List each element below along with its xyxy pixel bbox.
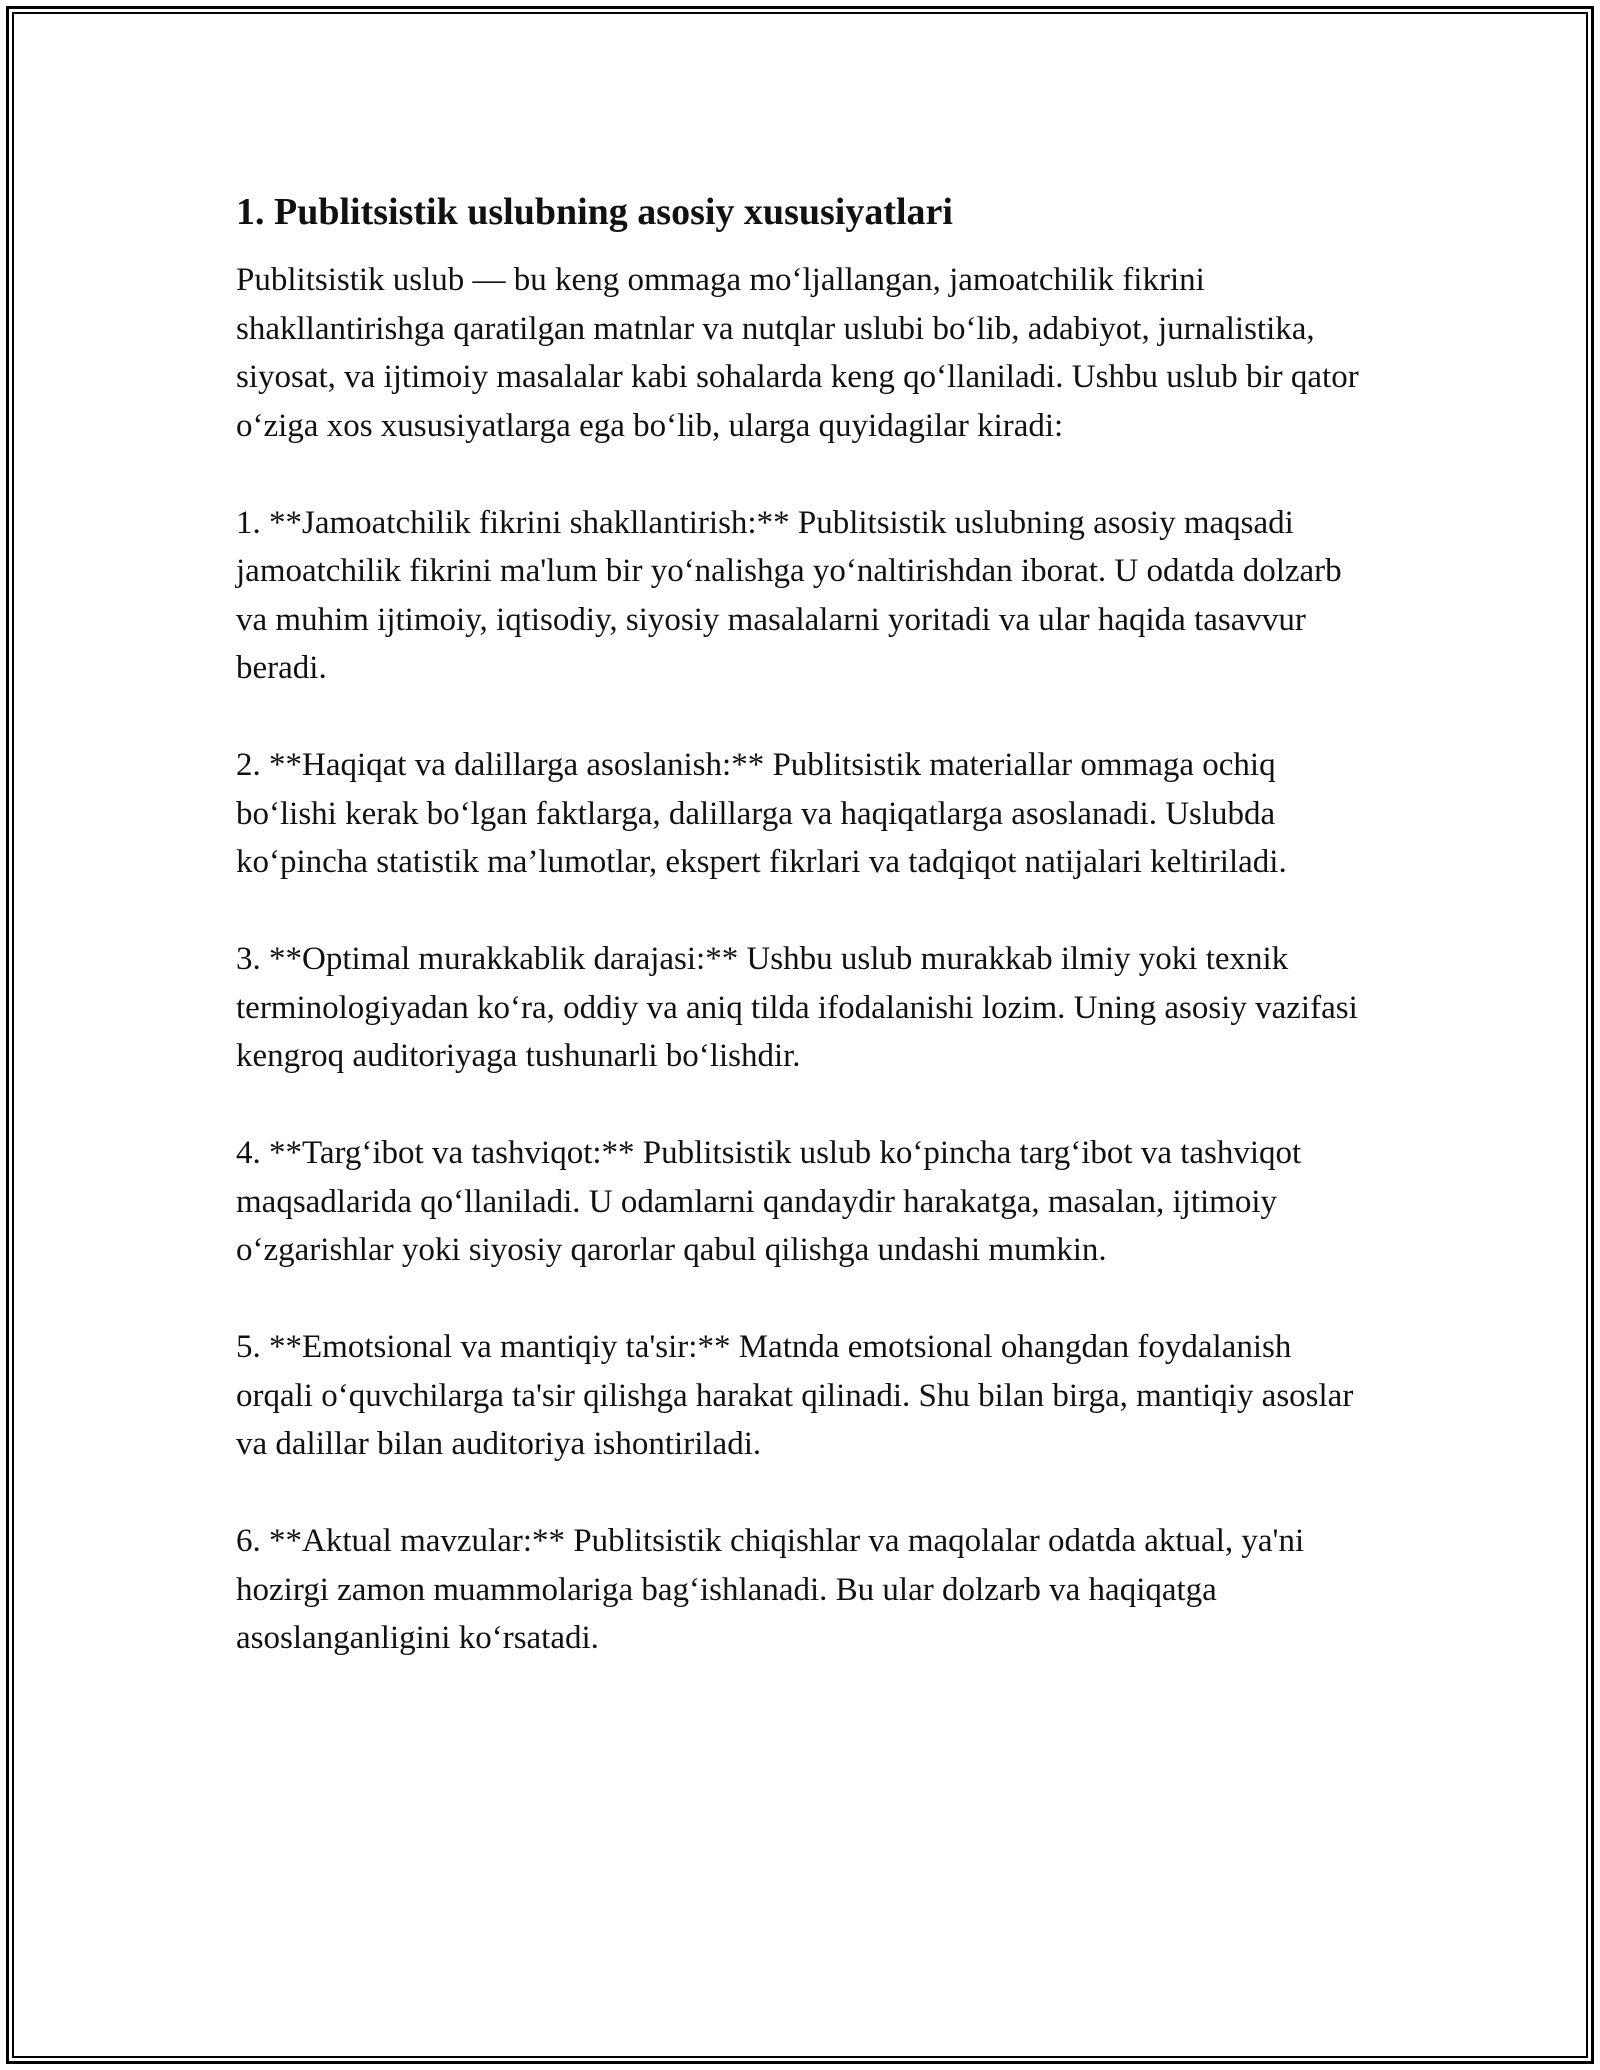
intro-paragraph: Publitsistik uslub — bu keng ommaga mo‘ljallangan, jamoatchilik fikrini shakllantirishga qaratilgan matnlar va nutqlar uslubi bo‘lib, adabiyot, jurnalistika, siyosat, va ijtimoiy masalalar kabi sohalarda keng qo‘llaniladi. Ushbu uslub bir qator o‘ziga xos xususiyatlarga ega bo‘lib, ularga quyidagilar kiradi: xyxy=(236,262,1359,444)
list-item-5: 5. **Emotsional va mantiqiy ta'sir:** Matnda emotsional ohangdan foydalanish orqali o‘quvchilarga ta'sir qilishga harakat qilinadi. Shu bilan birga, mantiqiy asoslar va dalillar bilan auditoriya ishontiriladi. xyxy=(236,1329,1354,1462)
list-item-3: 3. **Optimal murakkablik darajasi:** Ushbu uslub murakkab ilmiy yoki texnik terminologiyadan ko‘ra, oddiy va aniq tilda ifodalanishi lozim. Uning asosiy vazifasi kengroq auditoriyaga tushunarli bo‘lishdir. xyxy=(236,941,1358,1074)
document-title: 1. Publitsistik uslubning asosiy xususiyatlari xyxy=(236,191,953,233)
list-item-1: 1. **Jamoatchilik fikrini shakllantirish:** Publitsistik uslubning asosiy maqsadi jamoatchilik fikrini ma'lum bir yo‘nalishga yo‘naltirishdan iborat. U odatda dolzarb va muhim ijtimoiy, iqtisodiy, siyosiy masalalarni yoritadi va ular haqida tasavvur beradi. xyxy=(236,504,1342,686)
list-item-4: 4. **Targ‘ibot va tashviqot:** Publitsistik uslub ko‘pincha targ‘ibot va tashviqot maqsadlarida qo‘llaniladi. U odamlarni qandaydir harakatga, masalan, ijtimoiy o‘zgarishlar yoki siyosiy qarorlar qabul qilishga undashi mumkin. xyxy=(236,1135,1302,1268)
document-body xyxy=(236,188,1366,1711)
list-item-6: 6. **Aktual mavzular:** Publitsistik chiqishlar va maqolalar odatda aktual, ya'ni hozirgi zamon muammolariga bag‘ishlanadi. Bu ular dolzarb va haqiqatga asoslanganligini ko‘rsatadi. xyxy=(236,1523,1305,1656)
list-item-2: 2. **Haqiqat va dalillarga asoslanish:** Publitsistik materiallar ommaga ochiq bo‘lishi kerak bo‘lgan faktlarga, dalillarga va haqiqatlarga asoslanadi. Uslubda ko‘pincha statistik ma’lumotlar, ekspert fikrlari va tadqiqot natijalari keltiriladi. xyxy=(236,747,1287,880)
